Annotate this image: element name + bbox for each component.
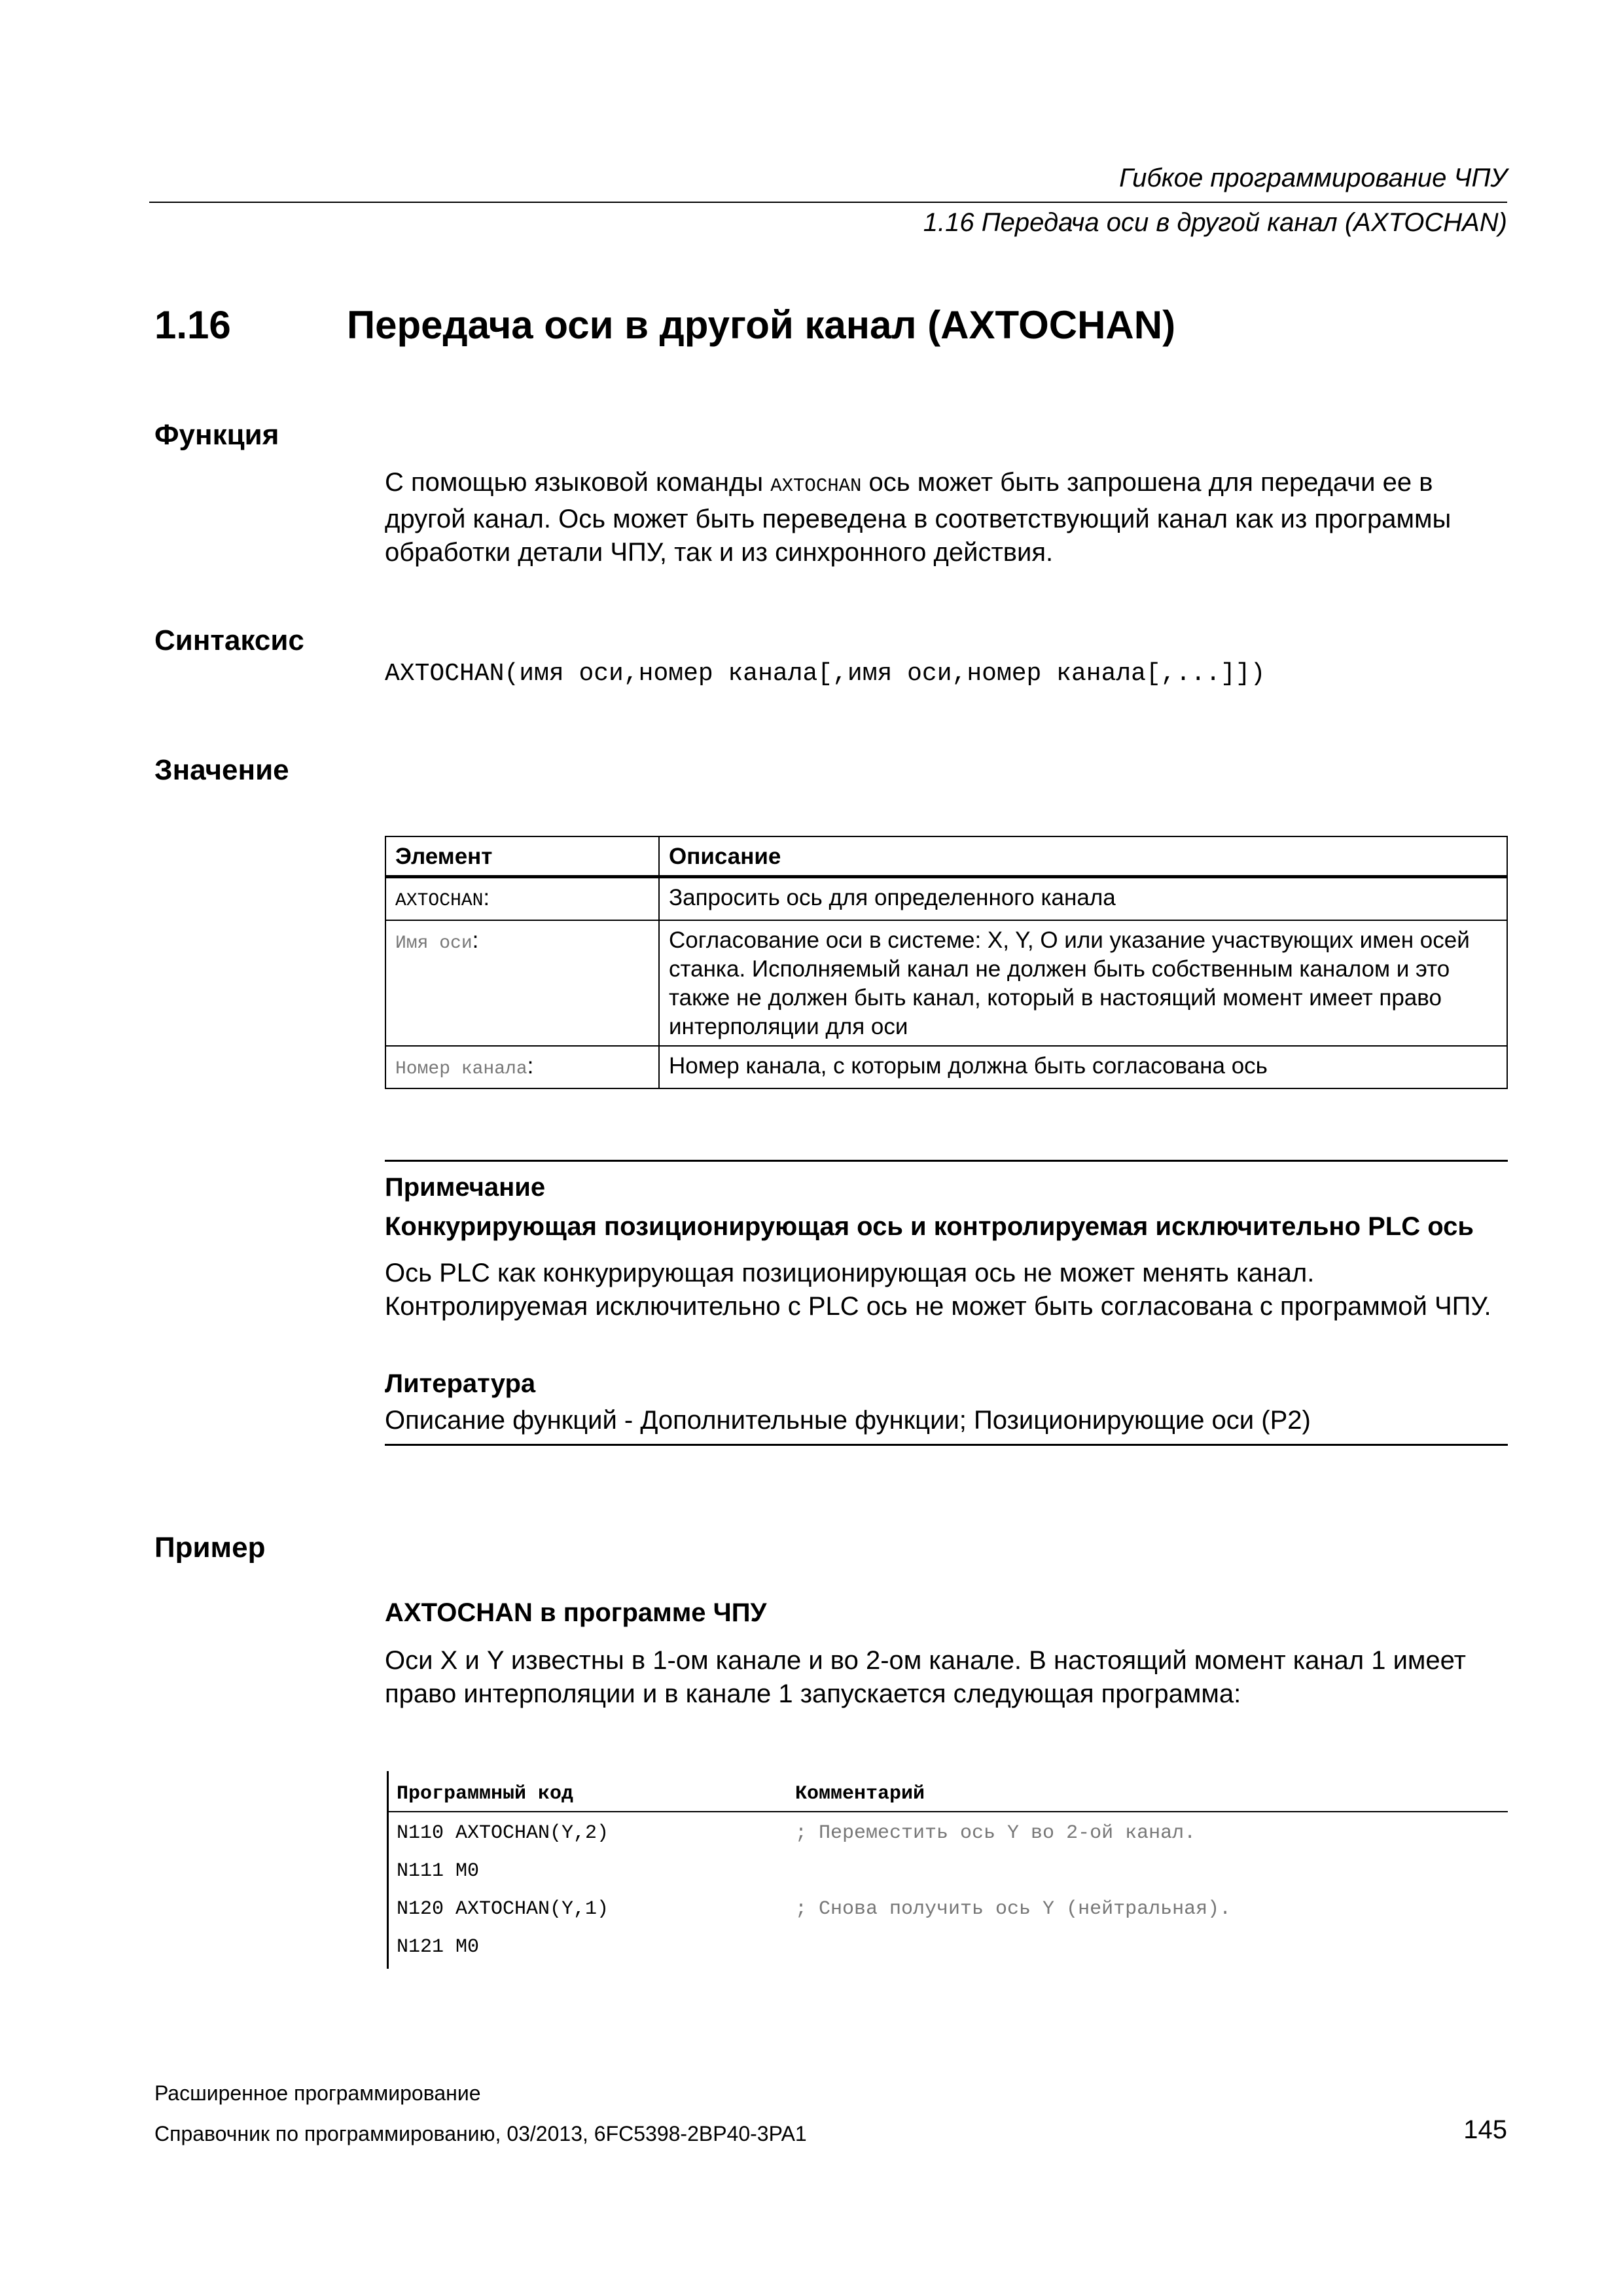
parameter-table: [385, 836, 1508, 1089]
function-text-before: С помощью языковой команды: [385, 468, 771, 497]
code-line: N120 AXTOCHAN(Y,1): [397, 1898, 609, 1920]
function-heading: Функция: [154, 419, 279, 451]
description-cell: Запросить ось для определенного канала: [659, 877, 1507, 921]
description-cell: Номер канала, с которым должна быть согласована ось: [659, 1046, 1507, 1088]
code-line: N111 M0: [397, 1860, 480, 1882]
note-title: Конкурирующая позиционирующая ось и контролируемая исключительно PLC ось: [385, 1212, 1474, 1241]
comment-column-header: Комментарий: [795, 1783, 925, 1805]
element-cell: [385, 1046, 659, 1088]
example-paragraph: Оси X и Y известны в 1-ом канале и во 2-ом канале. В настоящий момент канал 1 имеет право интерполяции и в канале 1 запускается следующая программа:: [385, 1646, 1466, 1708]
column-header-element: Элемент: [385, 836, 659, 877]
element-suffix: :: [472, 927, 479, 953]
syntax-code: AXTOCHAN(имя оси,номер канала[,имя оси,номер канала[,...]]): [385, 660, 1266, 688]
running-header-subtitle: 1.16 Передача оси в другой канал (AXTOCHAN): [923, 208, 1507, 237]
code-table-header-rule: [387, 1811, 1508, 1812]
table-row: [385, 877, 1507, 921]
meaning-heading: Значение: [154, 754, 289, 786]
section-number: 1.16: [154, 303, 231, 347]
column-header-description: Описание: [659, 836, 1507, 877]
description-cell: Согласование оси в системе: X, Y, O или указание участвующих имен осей станка. Исполняемый канал не должен быть собственным каналом и это также не должен быть канал, который в настоящий момент имеет право интерполяции для оси: [659, 920, 1507, 1046]
code-comment: ; Переместить ось Y во 2-ой канал.: [795, 1822, 1196, 1844]
example-subheading: AXTOCHAN в программе ЧПУ: [385, 1598, 767, 1627]
element-name: Номер канала: [395, 1059, 527, 1079]
footer-manual-info: Справочник по программированию, 03/2013, 6FC5398-2BP40-3PA1: [154, 2122, 807, 2145]
running-header-title: Гибкое программирование ЧПУ: [1119, 164, 1507, 192]
element-cell: [385, 877, 659, 921]
note-label: Примечание: [385, 1173, 546, 1202]
table-row: [385, 1046, 1507, 1088]
note-bottom-rule: [385, 1444, 1508, 1446]
code-column-header: Программный код: [397, 1783, 574, 1805]
page-number: 145: [1463, 2115, 1507, 2144]
element-name: Имя оси: [395, 933, 473, 954]
element-cell: [385, 920, 659, 1046]
note-text: Ось PLC как конкурирующая позиционирующая ось не может менять канал. Контролируемая исключительно с PLC ось не может быть согласована с программой ЧПУ.: [385, 1259, 1491, 1321]
function-text-after: ось может быть запрошена для передачи ее в другой канал. Ось может быть переведена в соответствующий канал как из программы обработки детали ЧПУ, так и из синхронного действия.: [385, 468, 1452, 567]
syntax-heading: Синтаксис: [154, 624, 304, 656]
table-row: [385, 920, 1507, 1046]
code-line: N110 AXTOCHAN(Y,2): [397, 1822, 609, 1844]
element-suffix: :: [527, 1053, 534, 1079]
code-comment: ; Снова получить ось Y (нейтральная).: [795, 1898, 1232, 1920]
header-rule: [149, 202, 1507, 203]
element-suffix: :: [483, 885, 490, 910]
literature-text: Описание функций - Дополнительные функции; Позиционирующие оси (P2): [385, 1406, 1311, 1435]
literature-label: Литература: [385, 1369, 536, 1398]
code-table-left-rule: [387, 1771, 389, 1969]
code-line: N121 M0: [397, 1936, 480, 1958]
footer-book-title: Расширенное программирование: [154, 2081, 481, 2105]
note-top-rule: [385, 1160, 1508, 1162]
element-name: AXTOCHAN: [395, 891, 484, 911]
parameter-table-header: [385, 836, 1507, 877]
function-paragraph: [385, 466, 1510, 569]
function-inline-code: AXTOCHAN: [770, 475, 862, 497]
example-heading: Пример: [154, 1532, 266, 1564]
section-title: Передача оси в другой канал (AXTOCHAN): [347, 303, 1176, 347]
